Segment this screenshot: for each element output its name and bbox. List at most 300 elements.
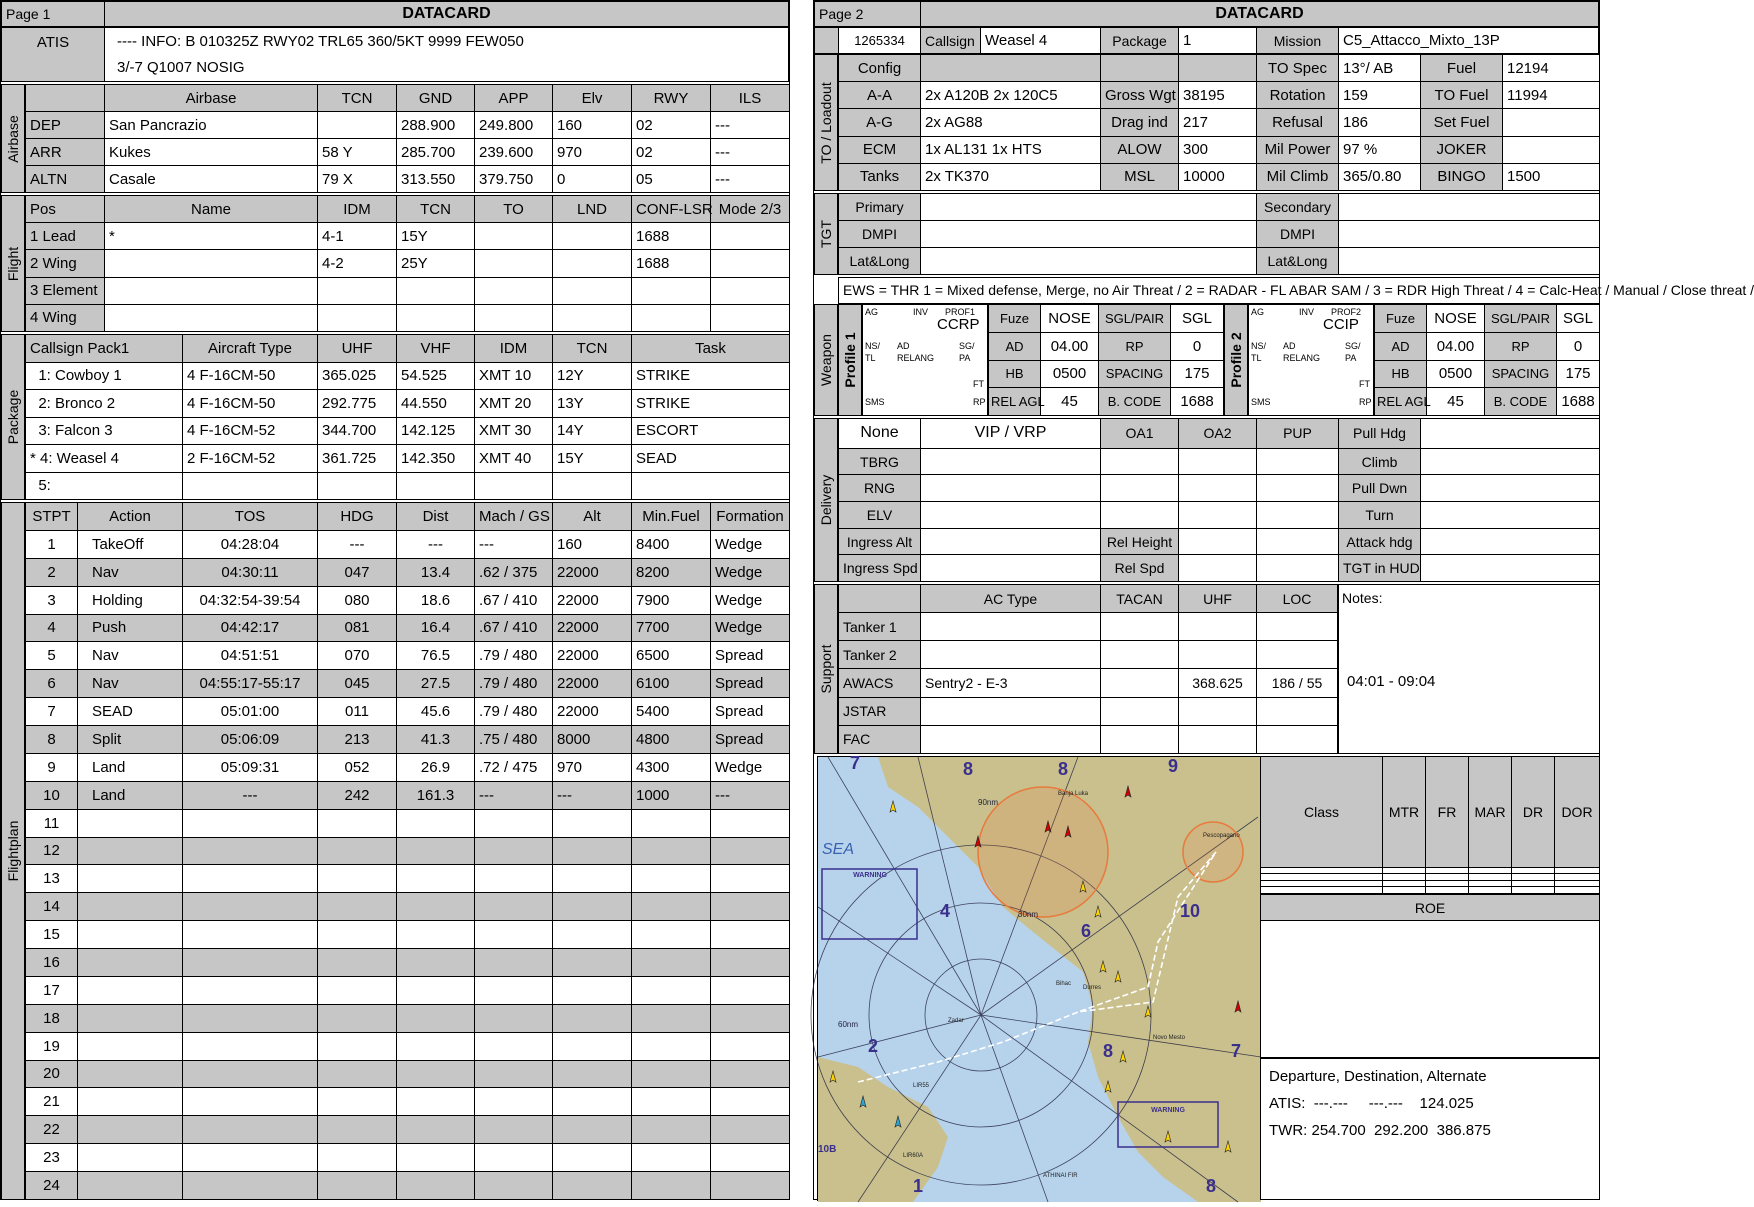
table-cell: Fuze — [989, 305, 1041, 333]
table-cell — [397, 1032, 475, 1060]
table-cell: 04:32:54-39:54 — [183, 586, 318, 614]
table-cell: .67 / 410 — [475, 586, 553, 614]
table-row — [989, 305, 1224, 333]
table-cell: 41.3 — [397, 726, 475, 754]
table-cell: 04:55:17-55:17 — [183, 670, 318, 698]
loadout-table — [838, 54, 1600, 191]
table-cell — [183, 837, 318, 865]
table-cell — [1101, 697, 1179, 725]
table-cell — [397, 1060, 475, 1088]
table-cell: None — [839, 419, 921, 449]
table-row — [26, 865, 790, 893]
table-cell: .79 / 480 — [475, 698, 553, 726]
mfd-label-ad: AD — [1283, 341, 1296, 351]
table-cell: 05 — [632, 166, 711, 193]
table-cell — [78, 865, 183, 893]
table-cell: 1688 — [632, 223, 711, 250]
table-cell: 5: — [26, 472, 183, 500]
table-cell: TGT in HUD — [1339, 555, 1421, 582]
table-row — [26, 586, 790, 614]
table-cell — [318, 277, 397, 304]
table-cell: 052 — [318, 753, 397, 781]
table-cell — [711, 304, 790, 331]
place-label: Novo Mesto — [1153, 1035, 1186, 1041]
table-cell: 22000 — [553, 642, 632, 670]
ids-row — [814, 27, 1599, 54]
table-cell: 9 — [26, 753, 78, 781]
table-cell — [711, 1004, 790, 1032]
table-cell — [553, 1088, 632, 1116]
table-cell: 10000 — [1179, 163, 1257, 190]
table-cell — [475, 1172, 553, 1200]
table-row — [839, 221, 1600, 248]
table-cell — [78, 949, 183, 977]
table-cell — [475, 250, 553, 277]
table-cell: 2 Wing — [26, 250, 105, 277]
table-cell: Drag ind — [1101, 109, 1179, 136]
table-cell: 081 — [318, 614, 397, 642]
header-row — [1261, 757, 1600, 868]
table-row — [26, 893, 790, 921]
table-cell: Turn — [1339, 502, 1421, 529]
table-cell: Pull Dwn — [1339, 475, 1421, 502]
table-cell — [553, 837, 632, 865]
column-header: LND — [553, 196, 632, 223]
table-cell: 10 — [26, 781, 78, 809]
table-cell — [553, 949, 632, 977]
table-cell — [78, 921, 183, 949]
table-cell — [1101, 669, 1179, 697]
table-cell — [711, 223, 790, 250]
table-cell — [711, 277, 790, 304]
column-header: Class — [1261, 757, 1383, 868]
column-header: Mode 2/3 — [711, 196, 790, 223]
table-row — [839, 448, 1600, 475]
column-header: TACAN — [1101, 585, 1179, 613]
mfd-label-tl: TL — [865, 353, 876, 363]
table-cell: 79 X — [318, 166, 397, 193]
table-cell — [1257, 641, 1338, 669]
grid-label: 8 — [1103, 1041, 1114, 1061]
table-cell: NOSE — [1427, 305, 1485, 333]
table-cell: Pull Hdg — [1339, 419, 1421, 449]
table-row — [26, 1032, 790, 1060]
table-cell: Tanker 1 — [839, 613, 921, 641]
table-row — [839, 725, 1338, 753]
mfd-label-inv: INV — [1299, 307, 1315, 317]
column-header — [26, 85, 105, 112]
table-cell — [553, 1004, 632, 1032]
table-cell: Wedge — [711, 558, 790, 586]
table-cell: Fuze — [1375, 305, 1427, 333]
table-cell — [711, 1032, 790, 1060]
table-row — [839, 697, 1338, 725]
table-cell — [105, 304, 318, 331]
page-label: Page 1 — [2, 2, 105, 27]
table-cell — [475, 949, 553, 977]
table-cell: 22 — [26, 1116, 78, 1144]
table-row — [26, 139, 790, 166]
table-cell: 6100 — [632, 670, 711, 698]
table-cell: .67 / 410 — [475, 614, 553, 642]
dda-title: Departure, Destination, Alternate — [1269, 1068, 1487, 1085]
table-cell — [632, 472, 790, 500]
page2-header — [814, 1, 1599, 27]
table-row — [1375, 360, 1600, 388]
table-cell — [553, 1172, 632, 1200]
table-cell — [397, 949, 475, 977]
dda-atis: ATIS: ---.--- ---.--- 124.025 — [1269, 1095, 1474, 1112]
table-cell: 05:09:31 — [183, 753, 318, 781]
table-cell: 4-2 — [318, 250, 397, 277]
table-cell: Push — [78, 614, 183, 642]
table-cell: DMPI — [839, 221, 921, 248]
table-cell: Wedge — [711, 614, 790, 642]
table-cell: 011 — [318, 698, 397, 726]
table-cell — [1179, 528, 1257, 555]
page-title: DATACARD — [921, 2, 1599, 27]
table-cell — [711, 949, 790, 977]
table-cell: Nav — [78, 670, 183, 698]
table-cell — [1179, 725, 1257, 753]
table-cell — [183, 921, 318, 949]
table-cell: Attack hdg — [1339, 528, 1421, 555]
table-cell — [183, 1060, 318, 1088]
table-cell: .72 / 475 — [475, 753, 553, 781]
table-cell — [921, 55, 1101, 82]
table-cell — [397, 837, 475, 865]
table-cell: 159 — [1339, 82, 1421, 109]
table-cell: 365.025 — [318, 362, 397, 390]
table-cell — [553, 223, 632, 250]
column-header: TCN — [553, 335, 632, 363]
package-table — [25, 334, 790, 500]
table-cell: 4-1 — [318, 223, 397, 250]
table-cell — [397, 1088, 475, 1116]
table-cell: 13 — [26, 865, 78, 893]
table-cell: 213 — [318, 726, 397, 754]
table-cell — [1469, 887, 1512, 894]
table-cell — [1179, 475, 1257, 502]
table-cell: RNG — [839, 475, 921, 502]
table-cell: .62 / 375 — [475, 558, 553, 586]
table-cell: 13.4 — [397, 558, 475, 586]
table-cell — [1257, 528, 1339, 555]
table-cell: Fuel — [1421, 55, 1503, 82]
table-row — [839, 163, 1600, 190]
table-cell: 24 — [26, 1172, 78, 1200]
table-row — [1375, 305, 1600, 333]
table-cell — [553, 976, 632, 1004]
page-1 — [0, 0, 790, 1200]
table-cell: 368.625 — [1179, 669, 1257, 697]
table-cell: 186 — [1339, 109, 1421, 136]
table-cell — [397, 1172, 475, 1200]
table-row — [26, 976, 790, 1004]
table-cell: 1x AL131 1x HTS — [921, 136, 1101, 163]
table-cell: San Pancrazio — [105, 112, 318, 139]
table-cell — [475, 865, 553, 893]
table-cell — [318, 976, 397, 1004]
table-cell: TO Fuel — [1421, 82, 1503, 109]
mfd-label-sms: SMS — [1251, 397, 1271, 407]
table-cell — [553, 277, 632, 304]
table-cell: HB — [1375, 360, 1427, 388]
support-notes — [1338, 584, 1600, 754]
table-cell — [1179, 555, 1257, 582]
table-row — [26, 417, 790, 445]
mfd-label-ag: AG — [1251, 307, 1265, 317]
table-cell — [475, 976, 553, 1004]
table-cell: 970 — [553, 753, 632, 781]
table-row — [26, 445, 790, 473]
table-cell — [921, 528, 1101, 555]
table-cell: 160 — [553, 530, 632, 558]
place-label: LIR60A — [903, 1153, 924, 1159]
grid-label: 8 — [1206, 1176, 1217, 1196]
mfd-label-relang: RELANG — [897, 353, 935, 363]
table-cell — [553, 893, 632, 921]
airbase-section-label: Airbase — [1, 84, 25, 193]
table-cell — [183, 976, 318, 1004]
table-cell: 175 — [1557, 360, 1600, 388]
table-cell: RP — [1485, 332, 1557, 360]
table-cell — [183, 809, 318, 837]
table-cell: 05:06:09 — [183, 726, 318, 754]
table-cell — [318, 1060, 397, 1088]
table-cell: ELV — [839, 502, 921, 529]
table-cell: 361.725 — [318, 445, 397, 473]
column-header: TOS — [183, 503, 318, 531]
profile-label: Profile 2 — [1224, 304, 1248, 416]
table-cell: XMT 30 — [475, 417, 553, 445]
header-row — [26, 503, 790, 531]
table-cell — [1101, 613, 1179, 641]
table-row — [1375, 332, 1600, 360]
table-cell — [632, 865, 711, 893]
table-cell: 22000 — [553, 698, 632, 726]
table-cell — [397, 472, 475, 500]
table-cell: 8400 — [632, 530, 711, 558]
table-cell: --- — [318, 530, 397, 558]
table-cell — [397, 1144, 475, 1172]
table-cell — [921, 221, 1257, 248]
ring-label-90nm: 90nm — [978, 798, 999, 807]
table-cell — [1179, 641, 1257, 669]
table-cell — [921, 697, 1101, 725]
table-cell — [1101, 55, 1179, 82]
table-cell — [318, 1032, 397, 1060]
table-cell: 161.3 — [397, 781, 475, 809]
table-cell — [318, 472, 397, 500]
header-row — [839, 585, 1338, 613]
table-cell: --- — [475, 530, 553, 558]
table-cell: B. CODE — [1099, 388, 1171, 416]
table-cell: SGL — [1557, 305, 1600, 333]
table-cell: 4 — [26, 614, 78, 642]
package-value: 1 — [1179, 28, 1257, 54]
column-header: Alt — [553, 503, 632, 531]
table-row — [26, 1116, 790, 1144]
table-cell — [475, 472, 553, 500]
table-cell: 12Y — [553, 362, 632, 390]
table-cell — [711, 1060, 790, 1088]
table-cell — [711, 809, 790, 837]
table-cell: 4 F-16CM-50 — [183, 390, 318, 418]
column-header: HDG — [318, 503, 397, 531]
ring-label-60nm: 60nm — [838, 1020, 859, 1029]
table-cell: 54.525 — [397, 362, 475, 390]
mfd-label-inv: INV — [913, 307, 929, 317]
table-cell — [318, 865, 397, 893]
column-header: LOC — [1257, 585, 1338, 613]
table-cell: .79 / 480 — [475, 642, 553, 670]
table-cell: 0 — [1557, 332, 1600, 360]
loadout-section-label: TO / Loadout — [814, 54, 838, 191]
table-cell: 217 — [1179, 109, 1257, 136]
table-row — [1261, 887, 1600, 894]
table-cell: 76.5 — [397, 642, 475, 670]
table-cell: DEP — [26, 112, 105, 139]
table-cell: TO Spec — [1257, 55, 1339, 82]
table-cell: 4 F-16CM-52 — [183, 417, 318, 445]
table-cell — [397, 1004, 475, 1032]
table-cell — [475, 1116, 553, 1144]
table-cell: 6 — [26, 670, 78, 698]
table-cell — [318, 1144, 397, 1172]
table-cell — [1383, 887, 1426, 894]
table-cell: 05:01:00 — [183, 698, 318, 726]
table-row — [26, 726, 790, 754]
table-cell — [632, 1172, 711, 1200]
column-header: Mach / GS — [475, 503, 553, 531]
class-table — [1260, 756, 1600, 894]
table-cell: 1688 — [632, 250, 711, 277]
weapon-section-label: Weapon — [814, 304, 838, 416]
table-cell — [711, 837, 790, 865]
profile-2 — [1224, 304, 1600, 416]
table-cell — [921, 248, 1257, 275]
table-row — [26, 362, 790, 390]
profile-label: Profile 1 — [838, 304, 862, 416]
table-cell: B. CODE — [1485, 388, 1557, 416]
table-cell: AD — [1375, 332, 1427, 360]
table-cell: 8200 — [632, 558, 711, 586]
table-cell — [1339, 194, 1600, 221]
table-cell: 4 Wing — [26, 304, 105, 331]
table-cell: 38195 — [1179, 82, 1257, 109]
table-cell: 313.550 — [397, 166, 475, 193]
table-cell: 45 — [1041, 388, 1099, 416]
map-warning-2: WARNING — [1151, 1107, 1185, 1114]
table-cell: 20 — [26, 1060, 78, 1088]
table-cell — [1257, 555, 1339, 582]
table-row — [839, 613, 1338, 641]
table-cell — [632, 1116, 711, 1144]
mission-code: 1265334 — [839, 28, 921, 54]
table-cell: Set Fuel — [1421, 109, 1503, 136]
table-cell: 0500 — [1041, 360, 1099, 388]
table-cell: 045 — [318, 670, 397, 698]
page1-header — [1, 1, 789, 27]
table-cell — [711, 250, 790, 277]
table-cell: 1500 — [1503, 163, 1600, 190]
table-cell — [1261, 887, 1383, 894]
table-cell: 7700 — [632, 614, 711, 642]
table-cell: Primary — [839, 194, 921, 221]
table-cell: Holding — [78, 586, 183, 614]
mfd-label-rp: RP — [973, 397, 986, 407]
table-cell: 2x A120B 2x 120C5 — [921, 82, 1101, 109]
table-cell — [1421, 475, 1600, 502]
table-cell — [1421, 555, 1600, 582]
header-row — [26, 85, 790, 112]
table-cell: Spread — [711, 726, 790, 754]
table-cell — [183, 865, 318, 893]
table-cell: 13Y — [553, 390, 632, 418]
page-label: Page 2 — [815, 2, 921, 27]
table-row — [839, 248, 1600, 275]
mfd-label-ft: FT — [1359, 379, 1370, 389]
table-cell: 970 — [553, 139, 632, 166]
table-cell — [1257, 613, 1338, 641]
table-row — [26, 166, 790, 193]
table-cell — [553, 1060, 632, 1088]
table-cell: 047 — [318, 558, 397, 586]
table-cell — [318, 809, 397, 837]
airbase-table — [25, 84, 790, 193]
table-cell: Nav — [78, 642, 183, 670]
mfd-label-ft: FT — [973, 379, 984, 389]
table-cell: 285.700 — [397, 139, 475, 166]
table-cell: Mil Power — [1257, 136, 1339, 163]
page-2 — [813, 0, 1754, 1200]
table-cell: Config — [839, 55, 921, 82]
table-cell: NOSE — [1041, 305, 1099, 333]
column-header: TCN — [397, 196, 475, 223]
table-cell — [711, 1144, 790, 1172]
table-cell: 8 — [26, 726, 78, 754]
table-cell — [183, 1088, 318, 1116]
table-cell: 0500 — [1427, 360, 1485, 388]
table-cell — [921, 194, 1257, 221]
tgt-section-label: TGT — [814, 193, 838, 275]
table-cell: 288.900 — [397, 112, 475, 139]
table-cell — [1179, 502, 1257, 529]
mfd-label-rp: RP — [1359, 397, 1372, 407]
table-row — [839, 528, 1600, 555]
table-cell: Wedge — [711, 753, 790, 781]
ews-line: EWS = THR 1 = Mixed defense, Merge, no Air Threat / 2 = RADAR - FL ABAR SAM / 3 = RDR High Threat / 4 = Calc-Heat / Manual / Close threat / — [838, 277, 1600, 304]
table-cell: 8000 — [553, 726, 632, 754]
table-cell — [183, 949, 318, 977]
table-cell: Split — [78, 726, 183, 754]
column-header: DR — [1512, 757, 1555, 868]
column-header: ILS — [711, 85, 790, 112]
column-header: Elv — [553, 85, 632, 112]
table-cell — [1101, 725, 1179, 753]
table-cell: BINGO — [1421, 163, 1503, 190]
table-cell: Spread — [711, 642, 790, 670]
table-cell: 239.600 — [475, 139, 553, 166]
table-cell: 11 — [26, 809, 78, 837]
table-row — [839, 55, 1600, 82]
table-cell: 4800 — [632, 726, 711, 754]
table-cell: Climb — [1339, 448, 1421, 475]
table-cell — [183, 893, 318, 921]
grid-label: 8 — [963, 759, 974, 779]
table-cell — [78, 809, 183, 837]
